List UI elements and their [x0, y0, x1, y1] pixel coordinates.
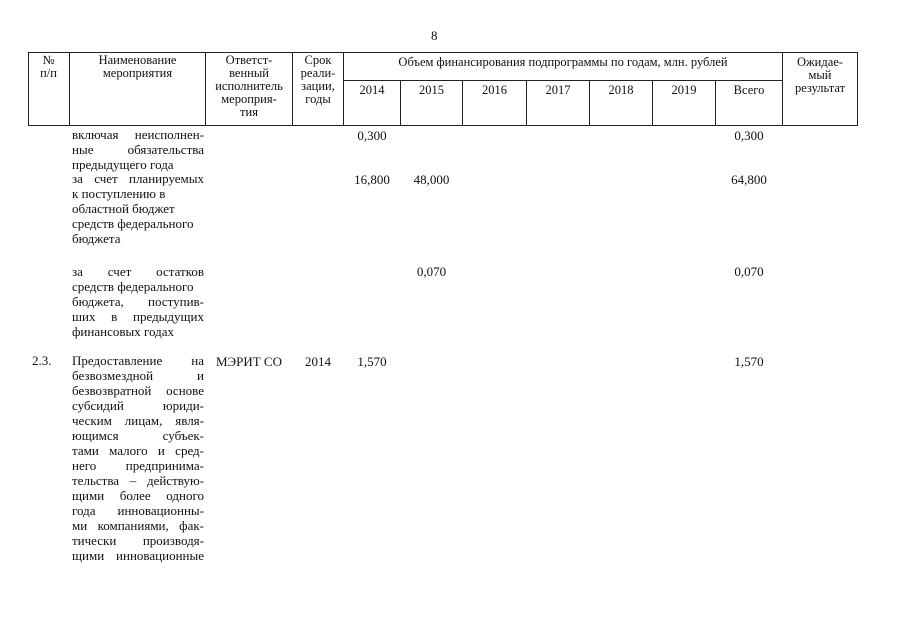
row-value-2014: 0,300: [357, 128, 387, 143]
table-row-desc: включая неисполнен- ные обязательства предыдущего года: [72, 127, 204, 172]
row-number: 2.3.: [32, 353, 52, 368]
header-year-2018: 2018: [608, 83, 634, 97]
row-value-2015: 0,070: [416, 264, 447, 279]
row-value-2014: 1,570: [357, 354, 387, 369]
header-col-responsible: Ответст- венный исполнитель мероприя- тия: [215, 53, 283, 119]
header-col-name: Наименование мероприятия: [98, 53, 177, 80]
header-col-result: Ожидае- мый результат: [794, 55, 846, 95]
table-row-desc: Предоставление на безвозмездной и безвозвратной основе субсидий юриди- ческим лицам, явля- ющимся субъек- тами малого и сред- него предпринима- тельства – действую- щими более одного года инновационны- ми компаниями, фак- тически производя- щими инновационные: [72, 353, 204, 563]
header-col-term: Срок реали- зации, годы: [300, 53, 336, 106]
header-year-2019: 2019: [671, 83, 697, 97]
header-year-2016: 2016: [482, 83, 507, 97]
row-responsible: МЭРИТ СО: [215, 354, 282, 369]
row-term: 2014: [305, 354, 331, 369]
page-number: 8: [431, 28, 438, 43]
table-row-desc: за счет планируемых к поступлению в областной бюджет средств федерального бюджета: [72, 171, 204, 246]
header-col-number: № п/п: [40, 53, 57, 80]
header-year-total: Всего: [733, 83, 765, 97]
header-year-2015: 2015: [419, 83, 444, 97]
row-value-total: 1,570: [734, 354, 764, 369]
header-col-funding: Объем финансирования подпрограммы по годам, млн. рублей: [398, 55, 728, 69]
header-year-2014: 2014: [359, 83, 385, 97]
row-value-2015: 48,000: [413, 172, 450, 187]
row-value-total: 0,070: [734, 264, 764, 279]
row-value-total: 64,800: [731, 172, 767, 187]
row-value-2014: 16,800: [354, 172, 390, 187]
header-year-2017: 2017: [545, 83, 571, 97]
row-value-total: 0,300: [734, 128, 764, 143]
table-row-desc: за счет остатков средств федерального бюджета, поступив- ших в предыдущих финансовых годах: [72, 264, 204, 339]
